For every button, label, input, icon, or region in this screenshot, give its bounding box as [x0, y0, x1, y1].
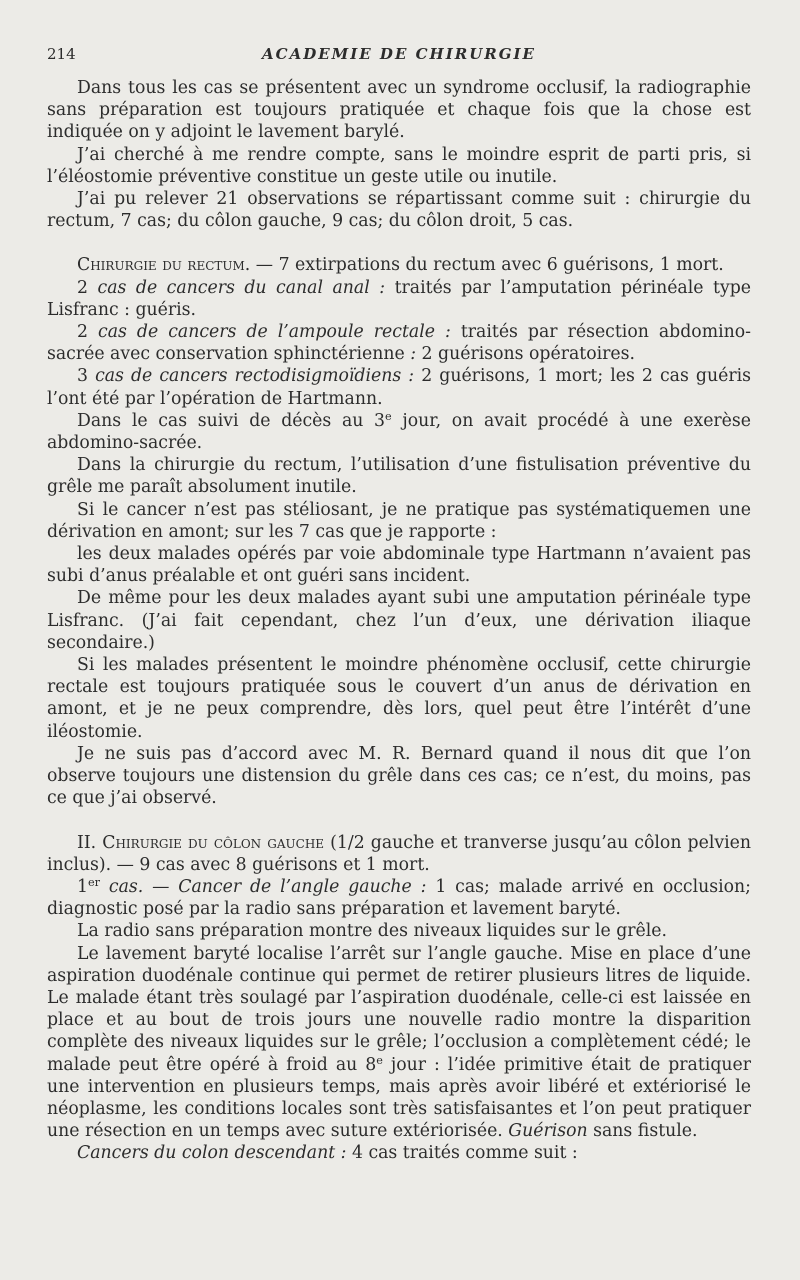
paragraph-observations: J’ai pu relever 21 observations se répartissant comme suit : chirurgie du rectum, 7 cas; du côlon gauche, 9 cas; du côlon droit, 5 cas.	[47, 189, 751, 232]
paragraph-deces	[47, 410, 751, 454]
section-gap	[47, 232, 751, 254]
section-colon-gauche-intro	[47, 832, 751, 876]
rectum-case-rectodisigmoidiens	[47, 365, 751, 409]
case-text: 2 guérisons, 1 mort; les 2 cas guéris l’ont été par l’opération de Hartmann.	[47, 366, 751, 409]
case-count: 2	[77, 277, 98, 298]
paragraph-lavement-baryte	[47, 943, 751, 1143]
case-text: traités par l’amputation périnéale type Lisfranc : guéris.	[47, 277, 751, 320]
paragraph-radio: La radio sans préparation montre des niveaux liquides sur le grêle.	[77, 921, 668, 942]
paragraph-ileostomie-question: J’ai cherché à me rendre compte, sans le moindre esprit de parti pris, si l’éléostomie préventive constitue un geste utile ou inutile.	[47, 144, 751, 187]
case-text: traités par résection abdomino-sacrée avec conservation sphinctérienne	[47, 322, 751, 365]
section-numeral: II.	[77, 832, 103, 853]
section-gap	[47, 810, 751, 832]
paragraph-phenomene-occlusif: Si les malades présentent le moindre phénomène occlusif, cette chirurgie rectale est toujours pratiquée sous le couvert d’un anus de dérivation en amont, et je ne peux comprendre, dès lors, quel peut être l’intérêt d’une iléostomie.	[47, 655, 751, 742]
lavement-text-tail: sans fistule.	[587, 1121, 698, 1142]
rectum-case-canal-anal	[47, 277, 751, 321]
case-label: cas de cancers de l’ampoule rectale :	[98, 322, 451, 343]
lavement-text-cont: jour : l’idée primitive était de pratiquer une intervention en plusieurs temps, mais après avoir libéré et extériorisé le néoplasme, les conditions locales sont très satisfaisantes et l’on peut pratiquer une résection en un temps avec suture extériorisée.	[47, 1054, 751, 1142]
case-count: 2	[77, 322, 99, 343]
page-number: 214	[47, 45, 76, 63]
paragraph-cancer-stenosant: Si le cancer n’est pas stéliosant, je ne pratique pas systématiquemen une dérivation en amont; sur les 7 cas que je rapporte :	[47, 499, 751, 542]
deces-text-tail: jour, on avait procédé à une exerèse abdomino-sacrée.	[47, 410, 751, 454]
guerison-emphasis: Guérison	[508, 1121, 588, 1142]
document-page	[47, 43, 751, 1165]
rectum-intro-text: — 7 extirpations du rectum avec 6 guérisons, 1 mort.	[250, 255, 724, 276]
page-header	[47, 43, 751, 65]
case-text: 1 cas; malade arrivé en occlusion; diagnostic posé par la radio sans préparation et lavement baryté.	[47, 876, 751, 920]
case-label: cas de cancers rectodisigmoïdiens :	[95, 366, 415, 387]
case-number: 1	[77, 876, 88, 897]
paragraph-intro-syndrome: Dans tous les cas se présentent avec un syndrome occlusif, la radiographie sans préparation est toujours pratiquée et chaque fois que la chose est indiquée on y adjoint le lavement barylé.	[47, 78, 751, 143]
ordinal-superscript: e	[385, 409, 392, 423]
colon-case-angle-gauche	[47, 876, 751, 920]
paragraph-bernard: Je ne suis pas d’accord avec M. R. Bernard quand il nous dit que l’on observe toujours une distension du grêle dans ces cas; ce n’est, du moins, pas ce que j’ai observé.	[47, 743, 751, 809]
colon-intro-open: (	[324, 832, 337, 853]
running-head: ACADEMIE DE CHIRURGIE	[262, 45, 536, 63]
paragraph-hartmann: les deux malades opérés par voie abdominale type Hartmann n’avaient pas subi d’anus préalable et ont guéri sans incident.	[47, 544, 751, 587]
deces-text: Dans le cas suivi de décès au 3	[77, 410, 386, 431]
paragraph-fistulisation: Dans la chirurgie du rectum, l’utilisation d’une fistulisation préventive du grêle me paraît absolument inutile.	[47, 455, 751, 498]
paragraph-colon-descendant	[47, 1142, 751, 1164]
ordinal-superscript: er	[88, 875, 101, 889]
descendant-label: Cancers du colon descendant :	[77, 1143, 347, 1164]
case-label: cas. — Cancer de l’angle gauche :	[100, 876, 427, 897]
case-label: cas de cancers du canal anal :	[97, 277, 386, 298]
fraction: 1/2	[336, 832, 365, 853]
lavement-text: Le lavement baryté localise l’arrêt sur l’angle gauche. Mise en place d’une aspiration duodénale continue qui permet de retirer plusieurs litres de liquide. Le malade étant très soulagé par l’aspiration duodénale, celle-ci est laissée en place et au bout de trois jours une nouvelle radio montre la disparition complète des niveaux liquides sur le grêle; l’occlusion a complètement cédé; le malade peut être opéré à froid au 8	[47, 943, 751, 1075]
section-rectum-intro	[47, 254, 751, 276]
ordinal-superscript: e	[376, 1053, 383, 1067]
colon-intro-text: gauche et tranverse jusqu’au côlon pelvien inclus). — 9 cas avec 8 guérisons et 1 mort.	[47, 832, 752, 875]
rectum-case-ampoule	[47, 321, 751, 365]
paragraph-lisfranc: De même pour les deux malades ayant subi une amputation périnéale type Lisfranc. (J’ai fait cependant, chez l’un d’eux, une dérivation iliaque secondaire.)	[47, 588, 751, 653]
section-heading-rectum: Chirurgie du rectum.	[77, 255, 251, 276]
case-text-tail: 2 guérisons opératoires.	[416, 344, 635, 365]
case-colon: :	[410, 344, 417, 365]
section-heading-colon-gauche: Chirurgie du côlon gauche	[102, 832, 325, 853]
descendant-text: 4 cas traités comme suit :	[346, 1143, 578, 1164]
case-count: 3	[77, 366, 96, 387]
